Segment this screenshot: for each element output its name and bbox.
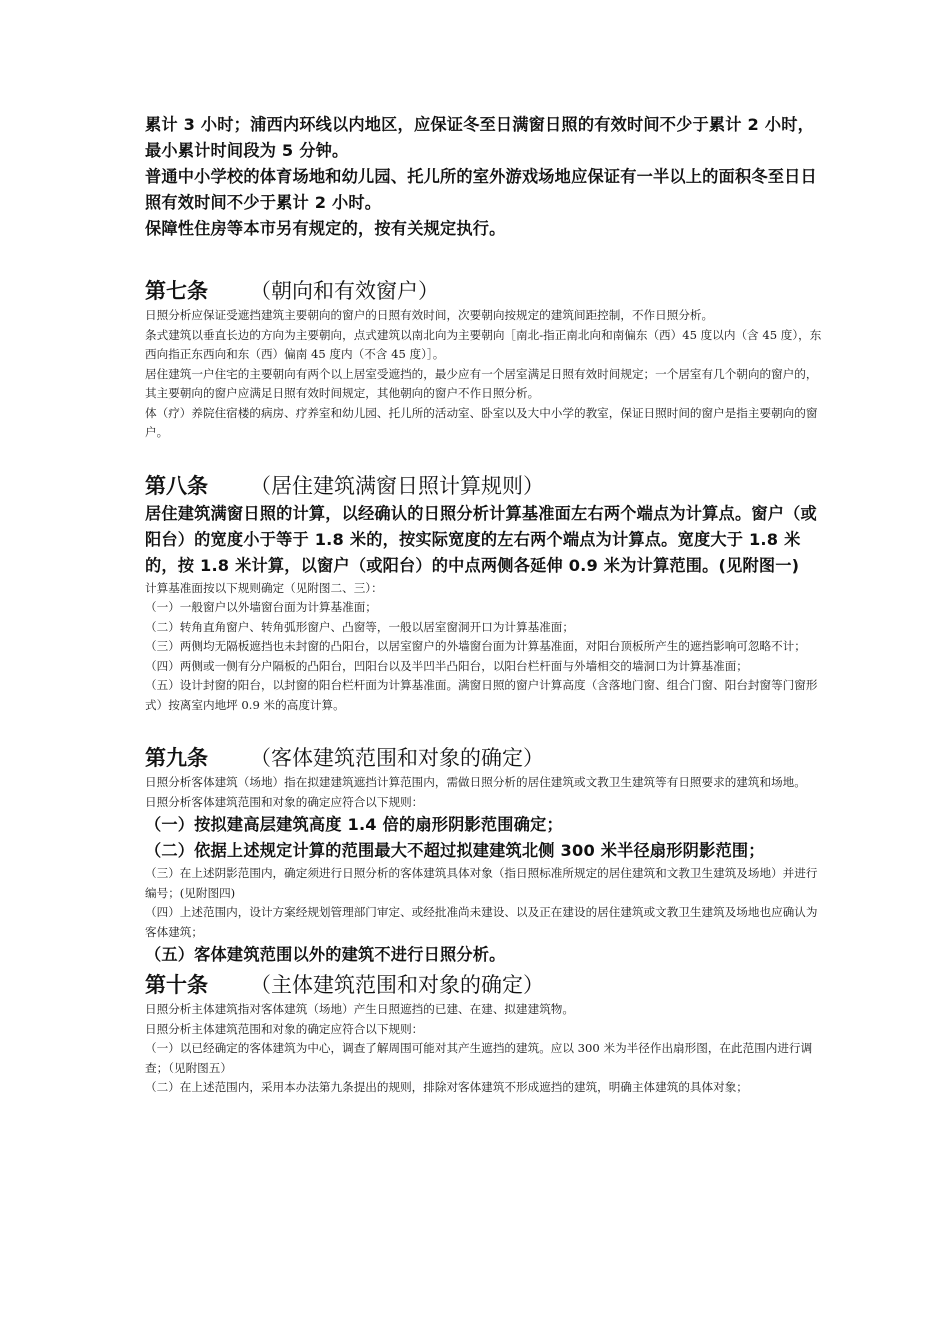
article-7-heading: [145, 276, 825, 306]
article-8-item-0: 计算基准面按以下规则确定（见附图二、三）：: [145, 580, 383, 595]
article-8-item-2: （二）转角直角窗户、转角弧形窗户、凸窗等，一般以居室窗洞开口为计算基准面；: [145, 619, 574, 634]
article-9-bold-item-1: （一）按拟建高层建筑高度 1.4 倍的扇形阴影范围确定；: [145, 815, 563, 834]
article-10-paragraph-1: 日照分析主体建筑指对客体建筑（场地）产生日照遮挡的已建、在建、拟建建筑物。: [145, 1002, 574, 1016]
article-9: [145, 743, 825, 968]
article-10-paragraph-2: 日照分析主体建筑范围和对象的确定应符合以下规则：: [145, 1021, 424, 1036]
article-9-number: 第九条: [145, 746, 208, 770]
article-10: [145, 970, 825, 1098]
article-9-heading: [145, 743, 825, 773]
article-8-title: （居住建筑满窗日照计算规则）: [250, 473, 544, 498]
article-7-paragraph-3: 居住建筑一户住宅的主要朝向有两个以上居室受遮挡的，最少应有一个居室满足日照有效时间规定；一个居室有几个朝向的窗户的，其主要朝向的窗户应满足日照有效时间规定，其他朝向的窗户不作日照分析。: [145, 366, 818, 400]
article-9-paragraph-3: （三）在上述阴影范围内，确定须进行日照分析的客体建筑具体对象（指日照标准所规定的居住建筑和文教卫生建筑及场地）并进行编号；(见附图四): [145, 866, 818, 900]
article-8-item-1: （一）一般窗户以外墙窗台面为计算基准面；: [145, 600, 377, 614]
article-9-paragraph-2: 日照分析客体建筑范围和对象的确定应符合以下规则：: [145, 794, 424, 809]
article-9-paragraph-1: 日照分析客体建筑（场地）指在拟建建筑遮挡计算范围内，需做日照分析的居住建筑或文教卫生建筑等有日照要求的建筑和场地。: [145, 775, 806, 789]
article-7-paragraph-4: 体（疗）养院住宿楼的病房、疗养室和幼儿园、托儿所的活动室、卧室以及大中小学的教室，保证日照时间的窗户是指主要朝向的窗户。: [145, 405, 818, 439]
intro-paragraph-3: 保障性住房等本市另有规定的，按有关规定执行。: [145, 219, 506, 238]
article-7: [145, 276, 825, 443]
article-7-number: 第七条: [145, 279, 208, 303]
article-8-item-3: （三）两侧均无隔板遮挡也未封窗的凸阳台，以居室窗户的外墙窗台面为计算基准面，对阳台顶板所产生的遮挡影响可忽略不计；: [145, 639, 806, 653]
article-8-number: 第八条: [145, 473, 208, 498]
article-9-bold-item-2: （二）依据上述规定计算的范围最大不超过拟建建筑北侧 300 米半径扇形阴影范围；: [145, 841, 765, 860]
article-8-bold-paragraph: 居住建筑满窗日照的计算，以经确认的日照分析计算基准面左右两个端点为计算点。窗户（或阳台）的宽度小于等于 1.8 米的，按实际宽度的左右两个端点为计算点。宽度大于 1.8 米的，按 1.8 米计算，以窗户（或阳台）的中点两侧各延伸 0.9 米为计算范围。(见附图一): [145, 503, 817, 575]
article-9-title: （客体建筑范围和对象的确定）: [250, 746, 544, 770]
article-10-title: （主体建筑范围和对象的确定）: [250, 973, 544, 997]
article-8: [145, 471, 825, 716]
article-9-bold-item-3: （五）客体建筑范围以外的建筑不进行日照分析。: [145, 945, 506, 964]
article-8-heading: [145, 471, 825, 501]
article-7-paragraph-2: 条式建筑以垂直长边的方向为主要朝向，点式建筑以南北向为主要朝向［南北-指正南北向和南偏东（西）45 度以内（含 45 度），东西向指正东西向和东（西）偏南 45 度内（不含 45 度）］。: [145, 327, 822, 361]
article-10-paragraph-3: （一）以已经确定的客体建筑为中心，调查了解周围可能对其产生遮挡的建筑。应以 300 米为半径作出扇形图，在此范围内进行调查；（见附图五）: [145, 1041, 813, 1075]
article-8-item-4: （四）两侧或一侧有分户隔板的凸阳台，凹阳台以及半凹半凸阳台，以阳台栏杆面与外墙相交的墙洞口为计算基准面；: [145, 658, 748, 673]
document-body: [145, 112, 825, 1098]
article-10-number: 第十条: [145, 973, 208, 997]
intro-paragraph-2: 普通中小学校的体育场地和幼儿园、托儿所的室外游戏场地应保证有一半以上的面积冬至日日照有效时间不少于累计 2 小时。: [145, 167, 817, 212]
article-8-item-5: （五）设计封窗的阳台，以封窗的阳台栏杆面为计算基准面。满窗日照的窗户计算高度（含落地门窗、组合门窗、阳台封窗等门窗形式）按离室内地坪 0.9 米的高度计算。: [145, 678, 818, 712]
article-7-paragraph-1: 日照分析应保证受遮挡建筑主要朝向的窗户的日照有效时间，次要朝向按规定的建筑间距控制，不作日照分析。: [145, 308, 714, 322]
article-9-paragraph-4: （四）上述范围内，设计方案经规划管理部门审定、或经批准尚未建设、以及正在建设的居住建筑或文教卫生建筑及场地也应确认为客体建筑；: [145, 905, 818, 939]
intro-section: [145, 112, 825, 242]
article-7-title: （朝向和有效窗户）: [250, 279, 439, 303]
article-10-paragraph-4: （二）在上述范围内，采用本办法第九条提出的规则，排除对客体建筑不形成遮挡的建筑，明确主体建筑的具体对象；: [145, 1080, 748, 1094]
article-10-heading: [145, 970, 825, 1000]
intro-paragraph-1: 累计 3 小时；浦西内环线以内地区，应保证冬至日满窗日照的有效时间不少于累计 2 小时，最小累计时间段为 5 分钟。: [145, 115, 814, 160]
